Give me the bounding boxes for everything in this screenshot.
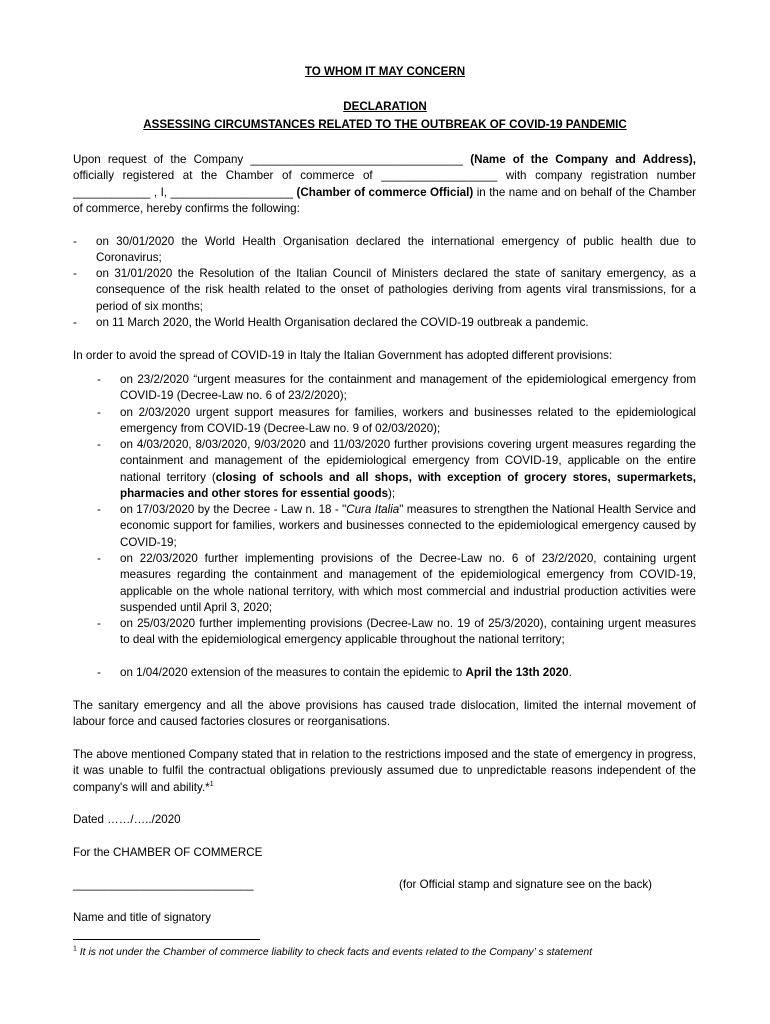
heading-subtitle: ASSESSING CIRCUMSTANCES RELATED TO THE OUTBREAK OF COVID-19 PANDEMIC bbox=[143, 118, 627, 131]
intro-text: officially registered at the Chamber of commerce of bbox=[73, 169, 382, 183]
list-dash: - bbox=[97, 438, 101, 451]
list-dash: - bbox=[73, 316, 77, 329]
official-label: (Chamber of commerce Official) bbox=[296, 185, 474, 199]
for-chamber-label: For the CHAMBER OF COMMERCE bbox=[73, 846, 263, 859]
provision-italic-text: Cura Italia bbox=[346, 503, 400, 516]
list-dash: - bbox=[97, 617, 101, 630]
list-dash: - bbox=[97, 552, 101, 565]
company-paragraph bbox=[73, 747, 696, 796]
provision-bold-text: April the 13th 2020 bbox=[465, 666, 569, 679]
provision-text: . bbox=[568, 666, 572, 679]
list-dash: - bbox=[73, 267, 77, 280]
footnote-ref: 1 bbox=[209, 780, 214, 788]
provision-item bbox=[120, 502, 696, 551]
heading-declaration: DECLARATION bbox=[343, 100, 427, 113]
provisions-intro: In order to avoid the spread of COVID-19 in Italy the Italian Government has adopted different provisions: bbox=[73, 349, 613, 362]
provision-text: on 4/03/2020, 8/03/2020, 9/03/2020 and 11/03/2020 further provisions covering urgent measures regarding the containment and management of the epidemiological emergency from COVID-19, applicable on the entire national territory ( bbox=[120, 438, 696, 484]
stamp-note: (for Official stamp and signature see on the back) bbox=[399, 878, 653, 891]
who-item: on 11 March 2020, the World Health Organisation declared the COVID-19 outbreak a pandemic. bbox=[96, 316, 589, 329]
list-dash: - bbox=[97, 373, 101, 386]
footnote-separator bbox=[73, 939, 260, 940]
provision-item: on 22/03/2020 further implementing provisions of the Decree-Law no. 6 of 23/2/2020, containing urgent measures regarding the containment and management of the epidemiological emergency from COVID-19, applicable on the whole national territory, with which most commercial and industrial production activities were suspended until April 3, 2020; bbox=[120, 552, 696, 614]
trade-paragraph: The sanitary emergency and all the above provisions has caused trade dislocation, limited the internal movement of labour force and caused factories closures or reorganisations. bbox=[73, 699, 696, 729]
intro-text: with company registration number bbox=[497, 169, 696, 183]
list-dash: - bbox=[97, 406, 101, 419]
chamber-blank: __________________ bbox=[381, 169, 498, 183]
intro-text: , I, bbox=[150, 185, 171, 199]
company-name-blank: _________________________________ bbox=[250, 153, 464, 166]
provision-item bbox=[120, 437, 696, 502]
provision-item: on 23/2/2020 “urgent measures for the containment and management of the epidemiological emergency from COVID-19 (Decree-Law no. 6 of 23/2/2020); bbox=[120, 373, 696, 403]
company-statement-text: The above mentioned Company stated that in relation to the restrictions imposed and the state of emergency in progress, it was unable to fulfil the contractual obligations previously assumed due to unpredictable reasons independent of the company's will and ability.* bbox=[73, 748, 696, 794]
who-item: on 30/01/2020 the World Health Organisation declared the international emergency of public health due to Coronavirus; bbox=[96, 235, 696, 265]
intro-paragraph bbox=[73, 152, 696, 217]
signature-line: ____________________________ bbox=[73, 878, 254, 891]
provision-bold-text: closing of schools and all shops, with exception of grocery stores, supermarkets, pharmacies and other stores for essential goods bbox=[120, 470, 696, 500]
intro-text: in the name and on behalf of the Chamber of commerce, hereby confirms the following: bbox=[73, 185, 697, 215]
provision-item bbox=[120, 665, 696, 681]
footnote bbox=[73, 946, 592, 960]
provision-text: on 17/03/2020 by the Decree - Law n. 18 - " bbox=[120, 503, 347, 516]
company-name-label: (Name of the Company and Address), bbox=[470, 153, 696, 166]
signatory-label: Name and title of signatory bbox=[73, 911, 211, 924]
provision-text: " measures to strengthen the National Health Service and economic support for families, workers and businesses connected to the epidemiological emergency caused by COVID-19; bbox=[120, 503, 696, 549]
provision-text: on 1/04/2020 extension of the measures to contain the epidemic to bbox=[120, 666, 466, 679]
list-dash: - bbox=[97, 666, 101, 679]
provision-item: on 25/03/2020 further implementing provisions (Decree-Law no. 19 of 25/3/2020), containing urgent measures to deal with the epidemiological emergency applicable throughout the national territory; bbox=[120, 617, 696, 647]
list-dash: - bbox=[97, 503, 101, 516]
provision-item: on 2/03/2020 urgent support measures for families, workers and businesses related to the epidemiological emergency from COVID-19 (Decree-Law no. 9 of 02/03/2020); bbox=[120, 406, 696, 436]
provision-text: ); bbox=[388, 486, 396, 500]
intro-text: Upon request of the Company bbox=[73, 153, 251, 166]
list-dash: - bbox=[73, 235, 77, 248]
official-blank: ___________________ bbox=[170, 185, 294, 199]
dated-line: Dated ……/…../2020 bbox=[73, 813, 181, 826]
footnote-text: It is not under the Chamber of commerce liability to check facts and events related to the Company’ s statement bbox=[76, 947, 593, 958]
heading-to-whom: TO WHOM IT MAY CONCERN bbox=[304, 65, 466, 78]
who-item: on 31/01/2020 the Resolution of the Italian Council of Ministers declared the state of sanitary emergency, as a consequence of the risk health related to the onset of pathologies deriving from agents viral transmissions, for a period of six months; bbox=[96, 267, 696, 313]
footnote-mark: 1 bbox=[73, 945, 77, 953]
registration-blank: ____________ bbox=[73, 185, 151, 199]
